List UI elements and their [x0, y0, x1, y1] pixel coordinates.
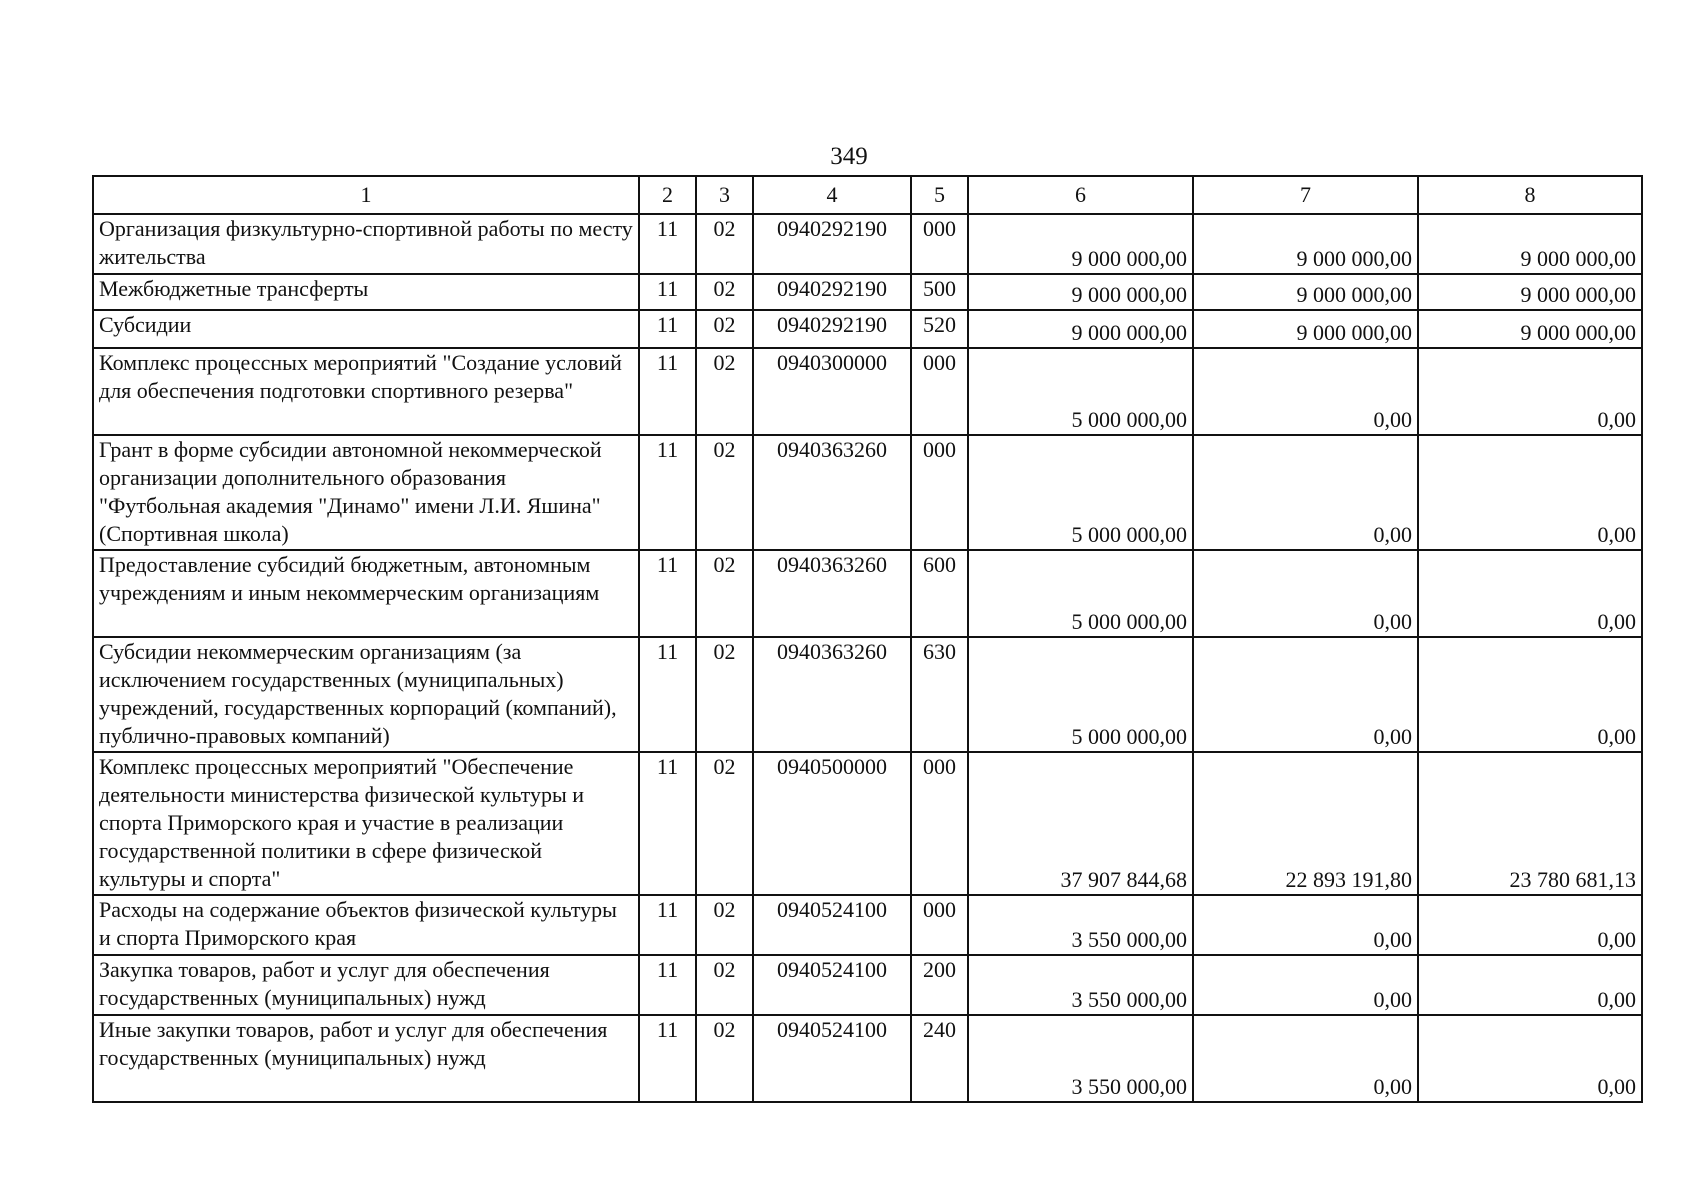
column-header: 2 [639, 176, 696, 214]
row-subsection: 02 [696, 752, 753, 895]
row-name: Комплекс процессных мероприятий "Создание условий для обеспечения подготовки спортивного резерва" [93, 348, 639, 435]
row-subsection: 02 [696, 214, 753, 274]
table-header-row [93, 176, 1642, 214]
row-expense-type: 240 [911, 1015, 968, 1102]
table-row [93, 550, 1642, 637]
row-subsection: 02 [696, 550, 753, 637]
row-target-code: 0940524100 [753, 955, 911, 1015]
row-amount-col7: 0,00 [1193, 1015, 1418, 1102]
row-section: 11 [639, 348, 696, 435]
row-amount-col6: 3 550 000,00 [968, 895, 1193, 955]
row-section: 11 [639, 550, 696, 637]
row-subsection: 02 [696, 637, 753, 752]
table-row [93, 895, 1642, 955]
row-amount-col6: 5 000 000,00 [968, 348, 1193, 435]
table-row [93, 752, 1642, 895]
row-subsection: 02 [696, 348, 753, 435]
row-subsection: 02 [696, 435, 753, 550]
row-amount-col7: 0,00 [1193, 348, 1418, 435]
row-name: Комплекс процессных мероприятий "Обеспечение деятельности министерства физической культуры и спорта Приморского края и участие в реализации государственной политики в сфере физической культуры и спорта" [93, 752, 639, 895]
column-header: 3 [696, 176, 753, 214]
table-row [93, 435, 1642, 550]
column-header: 6 [968, 176, 1193, 214]
row-amount-col6: 5 000 000,00 [968, 435, 1193, 550]
row-name: Организация физкультурно-спортивной работы по месту жительства [93, 214, 639, 274]
row-subsection: 02 [696, 274, 753, 310]
row-expense-type: 520 [911, 310, 968, 348]
row-expense-type: 200 [911, 955, 968, 1015]
row-subsection: 02 [696, 1015, 753, 1102]
table-row [93, 214, 1642, 274]
row-expense-type: 000 [911, 895, 968, 955]
row-amount-col8: 0,00 [1418, 435, 1642, 550]
row-section: 11 [639, 895, 696, 955]
column-header: 4 [753, 176, 911, 214]
row-amount-col8: 0,00 [1418, 637, 1642, 752]
row-amount-col7: 0,00 [1193, 637, 1418, 752]
row-name: Межбюджетные трансферты [93, 274, 639, 310]
row-expense-type: 000 [911, 214, 968, 274]
column-header: 5 [911, 176, 968, 214]
row-target-code: 0940292190 [753, 214, 911, 274]
row-target-code: 0940363260 [753, 550, 911, 637]
row-target-code: 0940363260 [753, 435, 911, 550]
row-name: Расходы на содержание объектов физической культуры и спорта Приморского края [93, 895, 639, 955]
row-target-code: 0940292190 [753, 274, 911, 310]
row-expense-type: 000 [911, 752, 968, 895]
row-section: 11 [639, 752, 696, 895]
row-name: Предоставление субсидий бюджетным, автономным учреждениям и иным некоммерческим организациям [93, 550, 639, 637]
row-target-code: 0940363260 [753, 637, 911, 752]
table-row [93, 274, 1642, 310]
row-subsection: 02 [696, 310, 753, 348]
row-expense-type: 000 [911, 435, 968, 550]
column-header: 1 [93, 176, 639, 214]
column-header: 8 [1418, 176, 1642, 214]
table-row [93, 637, 1642, 752]
row-amount-col6: 5 000 000,00 [968, 550, 1193, 637]
row-target-code: 0940300000 [753, 348, 911, 435]
row-amount-col6: 9 000 000,00 [968, 310, 1193, 348]
row-amount-col8: 0,00 [1418, 550, 1642, 637]
table-row [93, 1015, 1642, 1102]
row-section: 11 [639, 214, 696, 274]
row-amount-col7: 9 000 000,00 [1193, 274, 1418, 310]
page-number: 349 [830, 143, 868, 170]
row-amount-col8: 0,00 [1418, 895, 1642, 955]
row-amount-col8: 0,00 [1418, 1015, 1642, 1102]
row-target-code: 0940292190 [753, 310, 911, 348]
row-amount-col8: 23 780 681,13 [1418, 752, 1642, 895]
column-header: 7 [1193, 176, 1418, 214]
row-amount-col8: 9 000 000,00 [1418, 214, 1642, 274]
table-row [93, 955, 1642, 1015]
row-section: 11 [639, 274, 696, 310]
row-name: Иные закупки товаров, работ и услуг для обеспечения государственных (муниципальных) нужд [93, 1015, 639, 1102]
row-amount-col8: 0,00 [1418, 955, 1642, 1015]
row-target-code: 0940524100 [753, 1015, 911, 1102]
row-expense-type: 630 [911, 637, 968, 752]
row-amount-col8: 0,00 [1418, 348, 1642, 435]
row-amount-col8: 9 000 000,00 [1418, 274, 1642, 310]
row-amount-col7: 0,00 [1193, 955, 1418, 1015]
row-name: Субсидии [93, 310, 639, 348]
row-amount-col6: 5 000 000,00 [968, 637, 1193, 752]
row-expense-type: 500 [911, 274, 968, 310]
row-section: 11 [639, 637, 696, 752]
row-amount-col7: 9 000 000,00 [1193, 310, 1418, 348]
row-amount-col6: 9 000 000,00 [968, 274, 1193, 310]
row-amount-col7: 22 893 191,80 [1193, 752, 1418, 895]
row-name: Грант в форме субсидии автономной некоммерческой организации дополнительного образования "Футбольная академия "Динамо" имени Л.И. Яшина" (Спортивная школа) [93, 435, 639, 550]
row-amount-col6: 37 907 844,68 [968, 752, 1193, 895]
row-section: 11 [639, 435, 696, 550]
row-amount-col8: 9 000 000,00 [1418, 310, 1642, 348]
row-amount-col7: 0,00 [1193, 895, 1418, 955]
row-expense-type: 000 [911, 348, 968, 435]
row-expense-type: 600 [911, 550, 968, 637]
row-subsection: 02 [696, 895, 753, 955]
row-target-code: 0940524100 [753, 895, 911, 955]
budget-table [92, 175, 1643, 1103]
row-amount-col6: 3 550 000,00 [968, 955, 1193, 1015]
table-row [93, 348, 1642, 435]
row-subsection: 02 [696, 955, 753, 1015]
row-amount-col6: 9 000 000,00 [968, 214, 1193, 274]
row-amount-col7: 0,00 [1193, 550, 1418, 637]
row-name: Субсидии некоммерческим организациям (за исключением государственных (муниципальных) учреждений, государственных корпораций (компаний), публично-правовых компаний) [93, 637, 639, 752]
row-amount-col7: 9 000 000,00 [1193, 214, 1418, 274]
row-section: 11 [639, 310, 696, 348]
row-target-code: 0940500000 [753, 752, 911, 895]
row-name: Закупка товаров, работ и услуг для обеспечения государственных (муниципальных) нужд [93, 955, 639, 1015]
table-row [93, 310, 1642, 348]
row-section: 11 [639, 955, 696, 1015]
row-amount-col6: 3 550 000,00 [968, 1015, 1193, 1102]
row-amount-col7: 0,00 [1193, 435, 1418, 550]
row-section: 11 [639, 1015, 696, 1102]
